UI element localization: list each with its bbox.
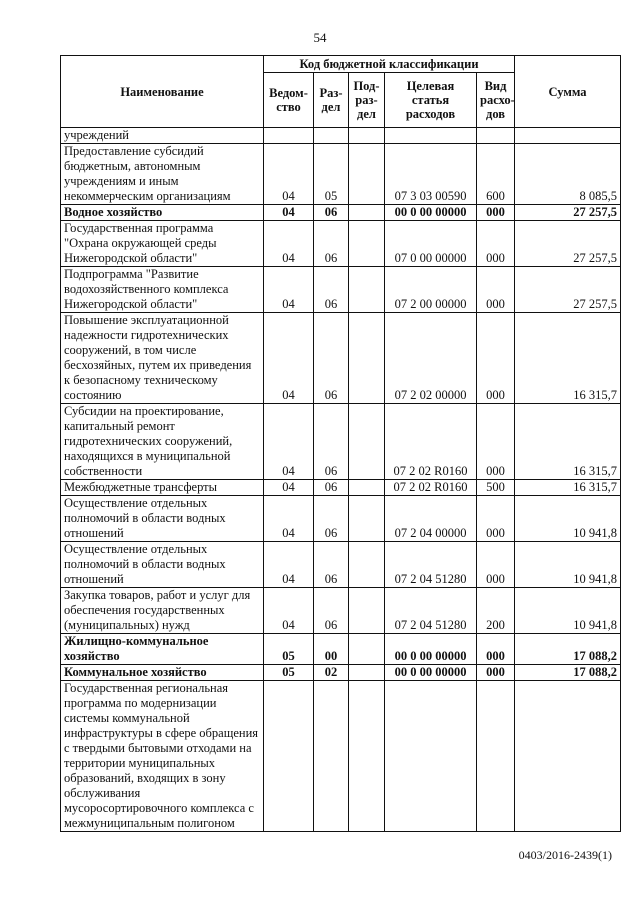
row-dept-cell: 04 bbox=[264, 404, 314, 480]
header-name: Наименование bbox=[61, 56, 264, 128]
table-row bbox=[61, 588, 621, 634]
row-sum-cell bbox=[515, 681, 621, 832]
row-dept-cell: 04 bbox=[264, 496, 314, 542]
table-row bbox=[61, 144, 621, 205]
row-type-cell: 000 bbox=[477, 267, 515, 313]
row-sum-cell: 10 941,8 bbox=[515, 588, 621, 634]
row-target-cell: 07 2 04 51280 bbox=[385, 588, 477, 634]
row-dept-cell: 04 bbox=[264, 480, 314, 496]
row-subsection-cell bbox=[349, 267, 385, 313]
row-target-cell: 00 0 00 00000 bbox=[385, 634, 477, 665]
table-row bbox=[61, 480, 621, 496]
row-type-cell: 000 bbox=[477, 404, 515, 480]
row-type-cell: 600 bbox=[477, 144, 515, 205]
row-section-cell: 05 bbox=[314, 144, 349, 205]
row-sum-cell: 16 315,7 bbox=[515, 480, 621, 496]
row-sum-cell: 17 088,2 bbox=[515, 634, 621, 665]
row-target-cell: 07 0 00 00000 bbox=[385, 221, 477, 267]
table-row bbox=[61, 205, 621, 221]
row-section-cell: 06 bbox=[314, 588, 349, 634]
page-number: 54 bbox=[313, 30, 327, 45]
row-dept-cell: 04 bbox=[264, 144, 314, 205]
row-type-cell: 000 bbox=[477, 205, 515, 221]
table-row bbox=[61, 681, 621, 832]
row-subsection-cell bbox=[349, 588, 385, 634]
row-section-cell: 06 bbox=[314, 480, 349, 496]
row-section-cell: 06 bbox=[314, 496, 349, 542]
row-sum-cell: 17 088,2 bbox=[515, 665, 621, 681]
row-target-cell: 07 3 03 00590 bbox=[385, 144, 477, 205]
row-name-cell: Государственная программа "Охрана окружающей среды Нижегородской области" bbox=[61, 221, 264, 267]
row-subsection-cell bbox=[349, 404, 385, 480]
row-section-cell: 06 bbox=[314, 205, 349, 221]
row-target-cell: 00 0 00 00000 bbox=[385, 205, 477, 221]
row-target-cell: 07 2 02 R0160 bbox=[385, 404, 477, 480]
row-section-cell: 06 bbox=[314, 313, 349, 404]
row-sum-cell: 10 941,8 bbox=[515, 542, 621, 588]
header-dept: Ведом- ство bbox=[264, 73, 314, 128]
row-target-cell: 00 0 00 00000 bbox=[385, 665, 477, 681]
row-type-cell bbox=[477, 128, 515, 144]
row-type-cell: 500 bbox=[477, 480, 515, 496]
row-target-cell bbox=[385, 128, 477, 144]
row-name-cell: Межбюджетные трансферты bbox=[61, 480, 264, 496]
document-code: 0403/2016-2439(1) bbox=[518, 848, 612, 862]
row-target-cell bbox=[385, 681, 477, 832]
header-classification-group: Код бюджетной классификации bbox=[264, 56, 515, 73]
row-target-cell: 07 2 02 R0160 bbox=[385, 480, 477, 496]
row-subsection-cell bbox=[349, 634, 385, 665]
row-sum-cell bbox=[515, 128, 621, 144]
table-row bbox=[61, 542, 621, 588]
row-target-cell: 07 2 02 00000 bbox=[385, 313, 477, 404]
table-row bbox=[61, 634, 621, 665]
row-dept-cell: 05 bbox=[264, 634, 314, 665]
row-dept-cell: 04 bbox=[264, 542, 314, 588]
row-type-cell: 000 bbox=[477, 313, 515, 404]
row-dept-cell: 04 bbox=[264, 313, 314, 404]
row-subsection-cell bbox=[349, 128, 385, 144]
row-subsection-cell bbox=[349, 480, 385, 496]
row-name-cell: Государственная региональная программа по модернизации системы коммунальной инфраструктуры в сфере обращения с твердыми бытовыми отходами на территории муниципальных образований, входящих в зону обслуживания мусоросортировочного комплекса с межмуниципальным полигоном bbox=[61, 681, 264, 832]
row-dept-cell: 04 bbox=[264, 221, 314, 267]
row-subsection-cell bbox=[349, 313, 385, 404]
table-row bbox=[61, 313, 621, 404]
row-section-cell bbox=[314, 681, 349, 832]
row-sum-cell: 10 941,8 bbox=[515, 496, 621, 542]
row-sum-cell: 16 315,7 bbox=[515, 313, 621, 404]
row-subsection-cell bbox=[349, 681, 385, 832]
row-name-cell: Жилищно-коммунальное хозяйство bbox=[61, 634, 264, 665]
row-name-cell: Подпрограмма "Развитие водохозяйственного комплекса Нижегородской области" bbox=[61, 267, 264, 313]
row-name-cell: Субсидии на проектирование, капитальный ремонт гидротехнических сооружений, находящихся в муниципальной собственности bbox=[61, 404, 264, 480]
header-section: Раз- дел bbox=[314, 73, 349, 128]
row-section-cell bbox=[314, 128, 349, 144]
budget-table bbox=[60, 55, 621, 832]
row-section-cell: 06 bbox=[314, 542, 349, 588]
row-target-cell: 07 2 04 51280 bbox=[385, 542, 477, 588]
row-sum-cell: 16 315,7 bbox=[515, 404, 621, 480]
row-subsection-cell bbox=[349, 665, 385, 681]
table-row bbox=[61, 128, 621, 144]
row-section-cell: 00 bbox=[314, 634, 349, 665]
row-dept-cell bbox=[264, 681, 314, 832]
row-name-cell: Осуществление отдельных полномочий в области водных отношений bbox=[61, 542, 264, 588]
row-dept-cell: 05 bbox=[264, 665, 314, 681]
table-row bbox=[61, 267, 621, 313]
row-name-cell: Предоставление субсидий бюджетным, автономным учреждениям и иным некоммерческим организациям bbox=[61, 144, 264, 205]
row-type-cell: 000 bbox=[477, 496, 515, 542]
row-name-cell: Повышение эксплуатационной надежности гидротехнических сооружений, в том числе бесхозяйных, путем их приведения к безопасному техническому состоянию bbox=[61, 313, 264, 404]
row-type-cell: 000 bbox=[477, 542, 515, 588]
row-type-cell: 000 bbox=[477, 634, 515, 665]
row-section-cell: 06 bbox=[314, 267, 349, 313]
row-subsection-cell bbox=[349, 144, 385, 205]
table-row bbox=[61, 665, 621, 681]
row-name-cell: Коммунальное хозяйство bbox=[61, 665, 264, 681]
header-subsection: Под- раз- дел bbox=[349, 73, 385, 128]
row-sum-cell: 8 085,5 bbox=[515, 144, 621, 205]
row-type-cell bbox=[477, 681, 515, 832]
header-target: Целевая статья расходов bbox=[385, 73, 477, 128]
row-section-cell: 02 bbox=[314, 665, 349, 681]
row-name-cell: Водное хозяйство bbox=[61, 205, 264, 221]
row-sum-cell: 27 257,5 bbox=[515, 221, 621, 267]
row-subsection-cell bbox=[349, 542, 385, 588]
row-type-cell: 000 bbox=[477, 665, 515, 681]
header-sum: Сумма bbox=[515, 56, 621, 128]
row-name-cell: Осуществление отдельных полномочий в области водных отношений bbox=[61, 496, 264, 542]
row-dept-cell bbox=[264, 128, 314, 144]
row-sum-cell: 27 257,5 bbox=[515, 205, 621, 221]
row-section-cell: 06 bbox=[314, 221, 349, 267]
row-type-cell: 200 bbox=[477, 588, 515, 634]
row-target-cell: 07 2 00 00000 bbox=[385, 267, 477, 313]
row-dept-cell: 04 bbox=[264, 588, 314, 634]
row-subsection-cell bbox=[349, 221, 385, 267]
row-subsection-cell bbox=[349, 496, 385, 542]
row-section-cell: 06 bbox=[314, 404, 349, 480]
row-name-cell: Закупка товаров, работ и услуг для обеспечения государственных (муниципальных) нужд bbox=[61, 588, 264, 634]
row-sum-cell: 27 257,5 bbox=[515, 267, 621, 313]
table-row bbox=[61, 404, 621, 480]
table-row bbox=[61, 221, 621, 267]
row-name-cell: учреждений bbox=[61, 128, 264, 144]
row-dept-cell: 04 bbox=[264, 267, 314, 313]
header-type: Вид расхо- дов bbox=[477, 73, 515, 128]
table-row bbox=[61, 496, 621, 542]
row-dept-cell: 04 bbox=[264, 205, 314, 221]
row-target-cell: 07 2 04 00000 bbox=[385, 496, 477, 542]
row-subsection-cell bbox=[349, 205, 385, 221]
row-type-cell: 000 bbox=[477, 221, 515, 267]
